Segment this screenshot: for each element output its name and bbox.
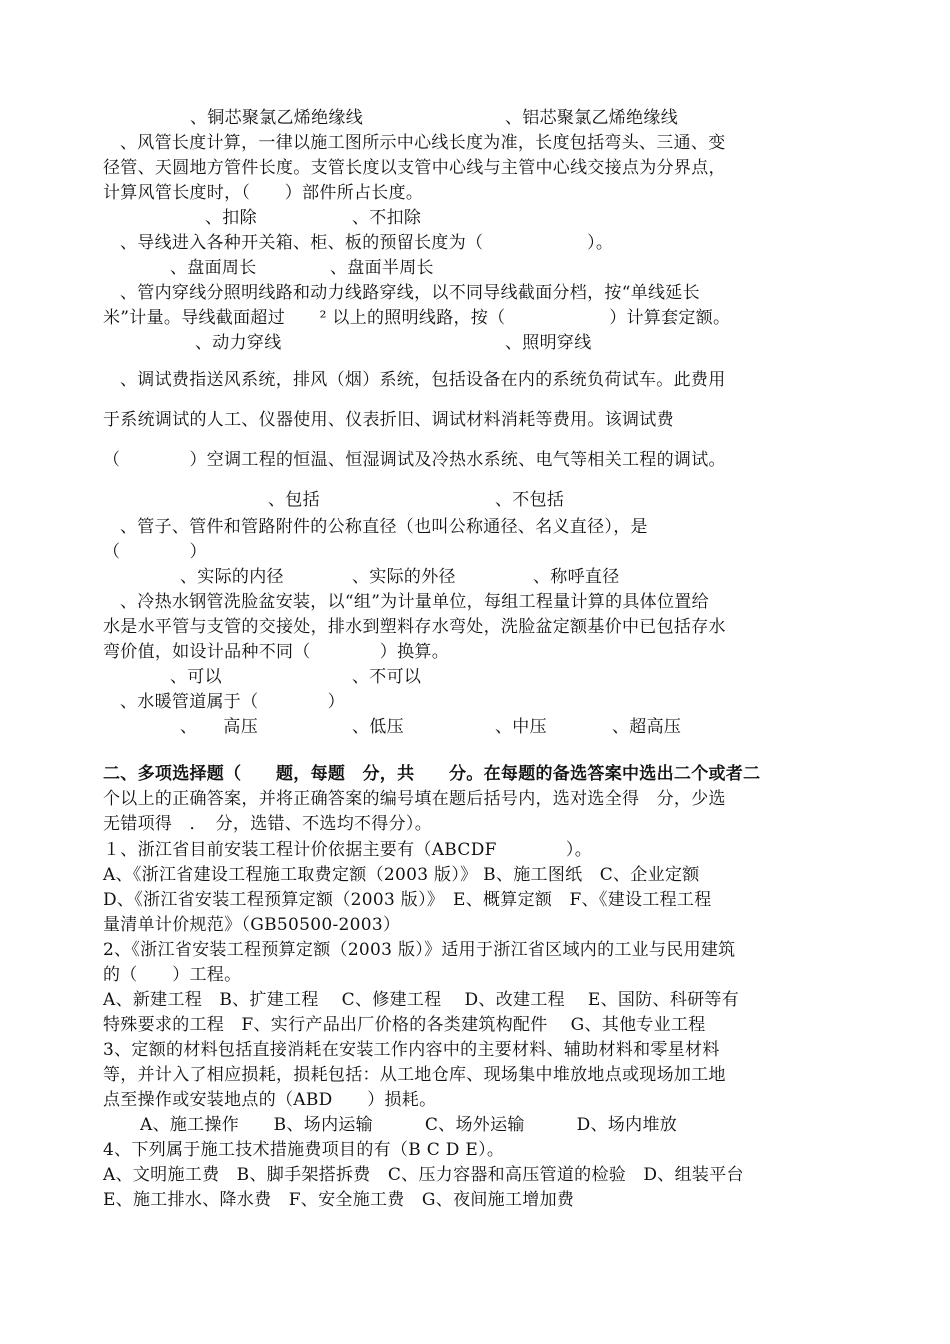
text-line: 径管、天圆地方管件长度。支管长度以支管中心线与主管中心线交接点为分界点， (103, 158, 726, 178)
text-line: 、实际的内径 (180, 567, 284, 587)
text-line: 、不扣除 (352, 208, 422, 228)
text-line: （ ） (103, 542, 207, 562)
text-line: E、施工排水、降水费 F、安全施工费 G、夜间施工增加费 (103, 1190, 575, 1210)
text-line: 、可以 (170, 667, 222, 687)
text-line: A、文明施工费 B、脚手架搭拆费 C、压力容器和高压管道的检验 D、组装平台 (103, 1165, 744, 1185)
text-line: 个以上的正确答案，并将正确答案的编号填在题后括号内，选对选全得 分，少选 (103, 789, 726, 809)
text-line: 特殊要求的工程 F、实行产品出厂价格的各类建筑构配件 G、其他专业工程 (103, 1015, 706, 1035)
text-line: 、不可以 (352, 667, 422, 687)
text-line: 、 高压 (180, 717, 258, 737)
text-line: 弯价值，如设计品种不同（ ）换算。 (103, 642, 449, 662)
text-line: 、调试费指送风系统，排风（烟）系统，包括设备在内的系统负荷试车。此费用 (120, 370, 726, 390)
text-line: A、施工操作 B、场内运输 C、场外运输 D、场内堆放 (140, 1115, 678, 1135)
text-line: 、风管长度计算，一律以施工图所示中心线长度为准，长度包括弯头、三通、变 (120, 133, 726, 153)
text-line: 的（ ）工程。 (103, 965, 242, 985)
text-line: 点至操作或安装地点的（ABD ）损耗。 (103, 1090, 437, 1110)
text-line: 量清单计价规范》（GB50500-2003） (103, 915, 401, 935)
text-line: 、称呼直径 (533, 567, 620, 587)
text-line: 、盘面半周长 (330, 258, 434, 278)
text-line: 、不包括 (495, 490, 565, 510)
text-line: 、水暖管道属于（ ） (120, 692, 345, 712)
text-line: 、管内穿线分照明线路和动力线路穿线，以不同导线截面分档，按“单线延长 (120, 283, 700, 303)
text-line: 于系统调试的人工、仪器使用、仪表折旧、调试材料消耗等费用。该调试费 (103, 410, 674, 430)
text-line: 3、定额的材料包括直接消耗在安装工作内容中的主要材料、辅助材料和零星材料 (103, 1040, 720, 1060)
text-line: 、盘面周长 (170, 258, 257, 278)
text-line: 、实际的外径 (352, 567, 456, 587)
text-line: 4、下列属于施工技术措施费项目的有（B C D E）。 (103, 1140, 505, 1160)
text-line: D、《浙江省安装工程预算定额（2003 版）》 E、概算定额 F、《建设工程工程 (103, 890, 712, 910)
text-line: 、超高压 (612, 717, 682, 737)
text-line: 、中压 (495, 717, 547, 737)
text-line: 等，并计入了相应损耗，损耗包括：从工地仓库、现场集中堆放地点或现场加工地 (103, 1065, 726, 1085)
text-line: 、管子、管件和管路附件的公称直径（也叫公称通径、名义直径），是 (120, 517, 648, 537)
text-line: 米”计量。导线截面超过 ² 以上的照明线路，按（ ）计算套定额。 (103, 308, 731, 328)
text-line: 、铜芯聚氯乙烯绝缘线 (190, 108, 363, 128)
text-line: 、动力穿线 (195, 333, 282, 353)
text-line: 、照明穿线 (505, 333, 592, 353)
text-line: 、导线进入各种开关箱、柜、板的预留长度为（ ）。 (120, 233, 614, 253)
text-line: A、《浙江省建设工程施工取费定额（2003 版）》 B、施工图纸 C、企业定额 (103, 865, 700, 885)
text-line: 、扣除 (205, 208, 257, 228)
text-line: １、浙江省目前安装工程计价依据主要有（ABCDF ）。 (103, 840, 593, 860)
text-line: 无错项得 ． 分，选错、不选均不得分）。 (103, 814, 432, 834)
text-line: 、包括 (268, 490, 320, 510)
text-line: 二、多项选择题（ 题，每题 分，共 分。在每题的备选答案中选出二个或者二 (103, 764, 761, 784)
text-line: 、冷热水钢管洗脸盆安装，以“组”为计量单位，每组工程量计算的具体位置给 (120, 592, 709, 612)
text-line: 、低压 (352, 717, 404, 737)
text-line: 水是水平管与支管的交接处，排水到塑料存水弯处，洗脸盆定额基价中已包括存水 (103, 617, 726, 637)
text-line: 计算风管长度时，（ ）部件所占长度。 (103, 183, 424, 203)
text-line: （ ）空调工程的恒温、恒湿调试及冷热水系统、电气等相关工程的调试。 (103, 450, 726, 470)
text-line: 2、《浙江省安装工程预算定额（2003 版）》适用于浙江省区域内的工业与民用建筑 (103, 940, 736, 960)
text-line: A、新建工程 B、扩建工程 C、修建工程 D、改建工程 E、国防、科研等有 (103, 990, 740, 1010)
text-line: 、铝芯聚氯乙烯绝缘线 (505, 108, 678, 128)
